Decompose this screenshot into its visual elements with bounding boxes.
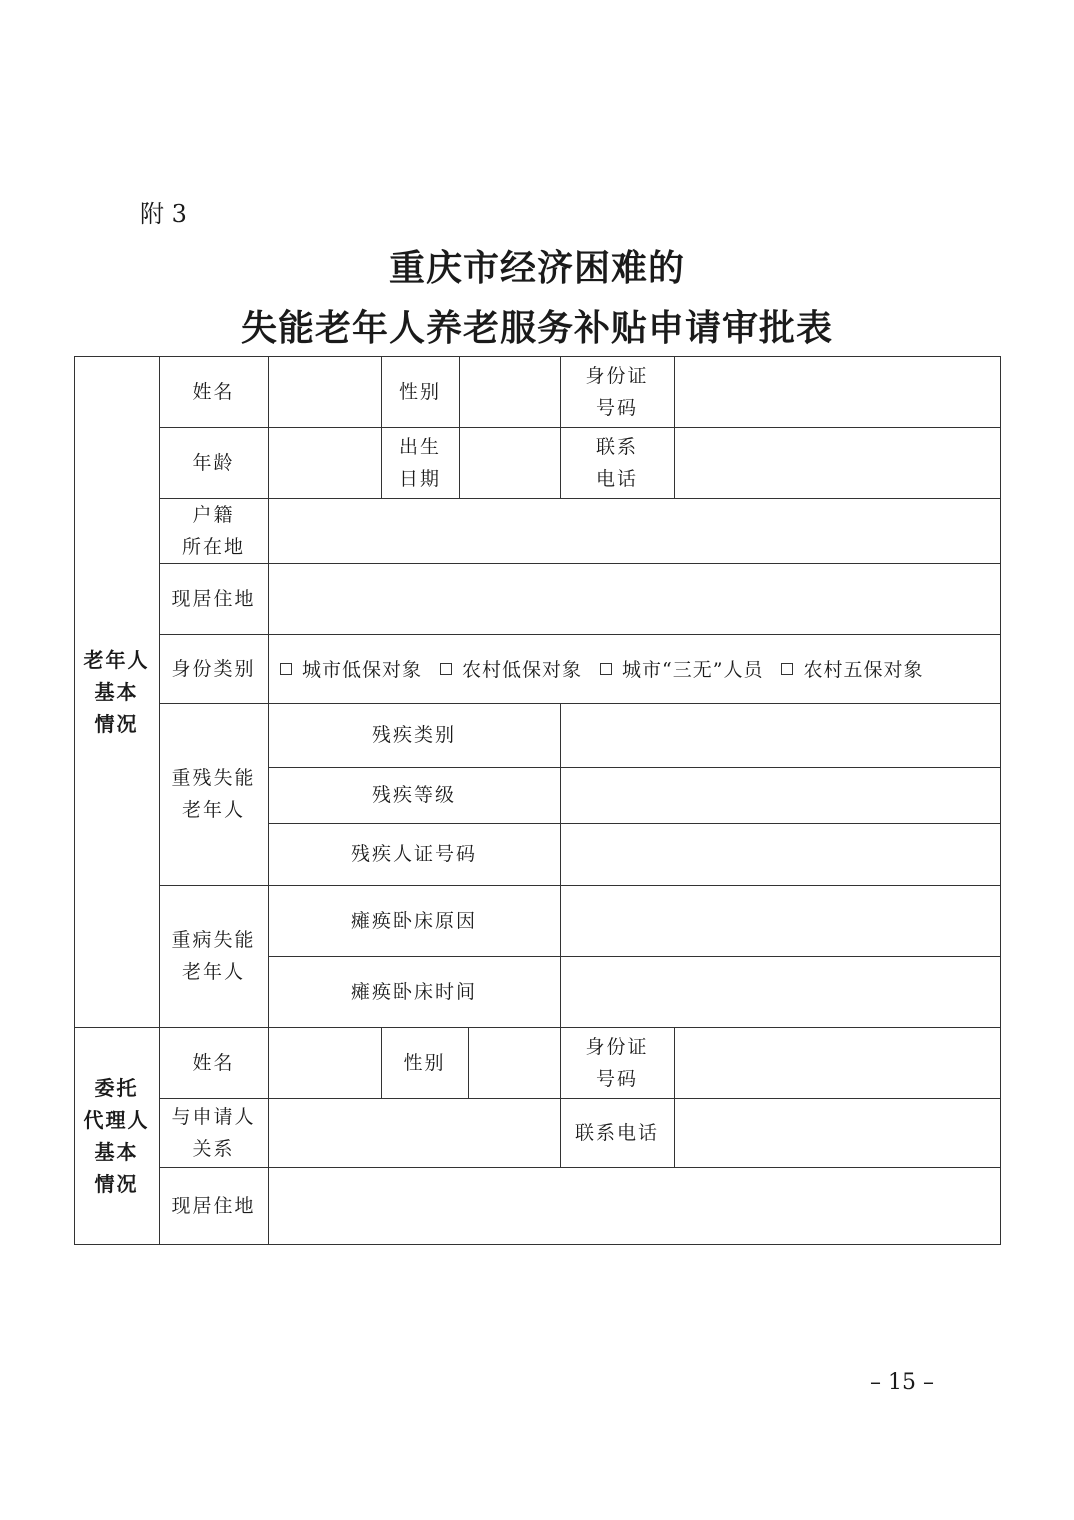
agent-section-label: 委托 代理人 基本 情况 [83,1075,150,1196]
form-title-line-2: 失能老年人养老服务补贴申请审批表 [240,307,833,349]
agent-phone-field[interactable] [674,1098,1001,1168]
agent-phone-label: 联系电话 [574,1121,659,1144]
agent-residence-field[interactable] [268,1167,1001,1245]
elder-hukou-field[interactable] [268,498,1001,564]
identity-option-label: 城市低保对象 [302,659,423,681]
elder-id-field[interactable] [674,356,1001,428]
agent-gender-label: 性别 [403,1051,446,1074]
elder-gender-field[interactable] [459,356,561,428]
elder-residence-field[interactable] [268,563,1001,635]
elder-birth-field[interactable] [459,427,561,499]
page-number: – 15 – [870,1370,934,1395]
bedridden-reason-field[interactable] [560,885,1001,957]
disability-cert-label: 残疾人证号码 [350,843,477,865]
identity-option-label: 城市“三无”人员 [622,659,764,681]
elder-age-field[interactable] [268,427,382,499]
bedridden-time-label: 瘫痪卧床时间 [350,980,477,1003]
elder-birth-label: 出生 日期 [398,435,441,490]
checkbox-icon[interactable] [781,663,793,675]
agent-id-label: 身份证 号码 [585,1035,649,1090]
agent-relation-label: 与申请人 关系 [171,1105,256,1160]
agent-name-field[interactable] [268,1027,382,1099]
checkbox-icon[interactable] [440,663,452,675]
disability-type-field[interactable] [560,703,1001,768]
identity-option-label: 农村五保对象 [803,659,924,681]
elder-id-label: 身份证 号码 [585,364,649,419]
bedridden-reason-label: 瘫痪卧床原因 [350,909,477,932]
disabled-group-label: 重残失能 老年人 [171,767,256,821]
disability-level-label: 残疾等级 [371,784,456,806]
elder-phone-field[interactable] [674,427,1001,499]
ill-group-label: 重病失能 老年人 [171,929,256,983]
elder-hukou-label: 户籍 所在地 [181,503,245,558]
checkbox-icon[interactable] [280,663,292,675]
checkbox-icon[interactable] [600,663,612,675]
agent-id-field[interactable] [674,1027,1001,1099]
agent-relation-field[interactable] [268,1098,561,1168]
elder-name-field[interactable] [268,356,382,428]
form-title-line-1: 重庆市经济困难的 [388,247,685,289]
disability-level-field[interactable] [560,767,1001,824]
elder-age-label: 年龄 [192,451,235,474]
identity-category-label: 身份类别 [171,657,256,680]
agent-gender-field[interactable] [468,1027,561,1099]
attachment-label: 附 3 [140,200,187,228]
agent-name-label: 姓名 [192,1051,235,1074]
disability-type-label: 残疾类别 [371,724,456,746]
disability-cert-field[interactable] [560,823,1001,886]
identity-option-label: 农村低保对象 [462,659,583,681]
elder-section-label: 老年人 基本 情况 [83,647,150,736]
agent-residence-label: 现居住地 [171,1194,256,1217]
identity-options [272,634,933,703]
elder-gender-label: 性别 [398,380,441,403]
bedridden-time-field[interactable] [560,956,1001,1028]
elder-residence-label: 现居住地 [171,587,256,610]
elder-name-label: 姓名 [192,380,235,403]
elder-phone-label: 联系 电话 [595,435,638,490]
